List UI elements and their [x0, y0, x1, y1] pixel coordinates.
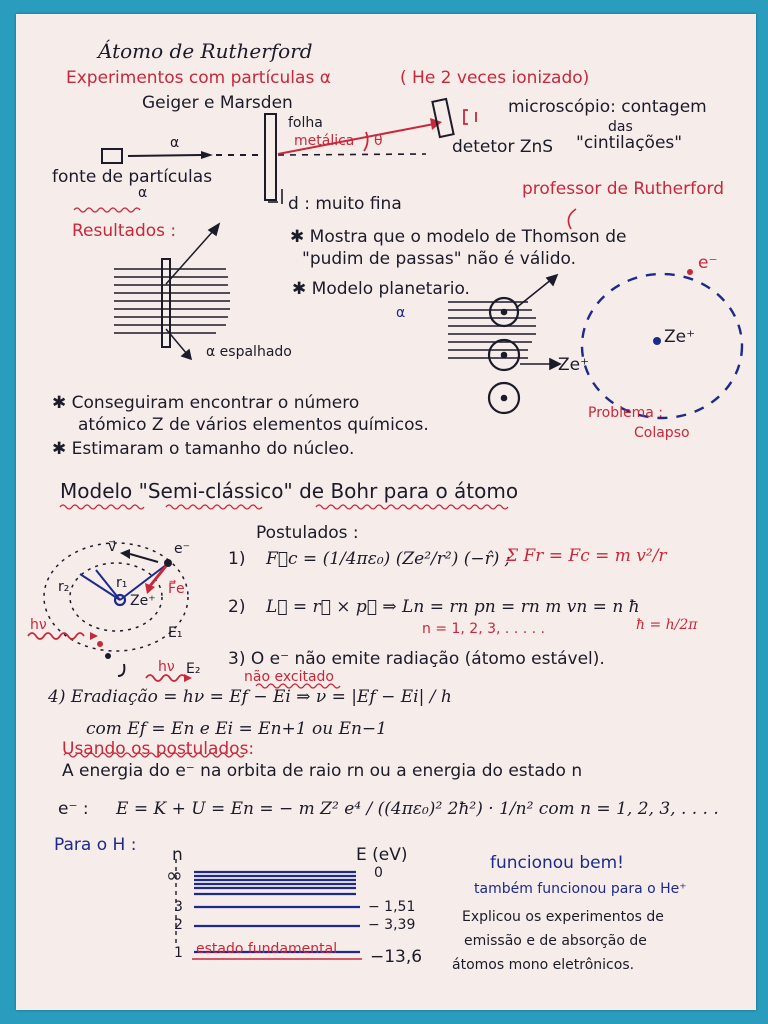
- source-label: fonte de partículas: [52, 167, 213, 187]
- ze-orbit-label: Ze⁺: [664, 327, 696, 347]
- level-3: 3: [174, 899, 183, 915]
- diagram-e1: E₁: [168, 625, 183, 641]
- explained-line3: átomos mono eletrônicos.: [452, 957, 635, 973]
- explained-line1: Explicou os experimentos de: [462, 909, 664, 925]
- bohr-heading: Modelo "Semi-clássico" de Bohr para o átomo: [60, 479, 519, 503]
- problem-label: Problema :: [588, 405, 663, 421]
- alpha-incoming-label: α: [396, 305, 406, 321]
- postulate-4-condition: com Ef = En e Ei = En+1 ou En−1: [86, 719, 387, 739]
- thomson-bullet-line1: ✱ Mostra que o modelo de Thomson de: [290, 227, 627, 247]
- thickness-label: d : muito fina: [288, 194, 402, 214]
- hbar-definition: ħ = h/2π: [636, 617, 698, 633]
- diagram-hv-emitted: hν: [158, 659, 175, 675]
- ground-state-label: estado fundamental: [196, 941, 338, 957]
- microscope-label: microscópio: contagem: [508, 97, 707, 117]
- postulate-2-number: 2): [228, 597, 246, 617]
- explained-line2: emissão e de absorção de: [464, 933, 647, 949]
- folha-label: folha: [288, 115, 323, 131]
- notebook-page: [16, 14, 756, 1010]
- geiger-marsden: Geiger e Marsden: [142, 93, 293, 113]
- worked-well: funcionou bem!: [490, 853, 624, 873]
- energy-level-1: −13,6: [370, 947, 423, 967]
- energy-zero: 0: [374, 865, 383, 881]
- alpha-beam-line: [128, 155, 201, 156]
- metalica-label: metálica: [294, 133, 355, 149]
- energy-axis-label: E (eV): [356, 845, 408, 865]
- he-note: ( He 2 veces ionizado): [400, 68, 590, 88]
- hydrogen-heading: Para o H :: [54, 835, 137, 855]
- centripetal-force-eq: Σ Fr = Fc = m v²/r: [506, 546, 667, 566]
- diagram-r2: r₂: [58, 579, 70, 595]
- experiments-heading: Experimentos com partículas α: [66, 68, 331, 88]
- theta-label: θ: [374, 133, 383, 149]
- diagram-nucleus: Ze⁺: [130, 593, 156, 609]
- metal-foil-sketch: [265, 114, 276, 200]
- ze-nucleus-label: Ze⁺: [558, 355, 590, 375]
- postulate-1-equation: F⃗c = (1/4πε₀) (Ze²/r²) (−r̂) ;: [266, 549, 511, 569]
- zns-detector-sketch: [432, 99, 453, 137]
- results-heading: Resultados :: [72, 221, 177, 241]
- alpha-beam-label: α: [170, 135, 180, 151]
- diagram-force: F⃗e: [168, 581, 185, 597]
- undeflected-path: [278, 154, 426, 155]
- alpha-beam-arrow: [201, 151, 213, 159]
- scattered-label: α espalhado: [206, 344, 292, 360]
- not-excited-note: não excitado: [244, 669, 334, 685]
- nucleus-size-line: ✱ Estimaram o tamanho do núcleo.: [52, 439, 355, 459]
- level-2: 2: [174, 917, 183, 933]
- n-axis-label: n: [172, 845, 183, 865]
- quantum-number-range: n = 1, 2, 3, . . . . .: [422, 621, 545, 637]
- postulate-4: 4) Eradiação = hν = Ef − Ei ⇒ ν = |Ef − Ei| / h: [48, 687, 452, 707]
- energy-level-2: − 3,39: [368, 917, 416, 933]
- scattering-sketch: [114, 224, 230, 359]
- energy-equation: E = K + U = En = − m Z² e⁴ / ((4πε₀)² 2ħ²) · 1/n² com n = 1, 2, 3, . . . .: [116, 799, 719, 819]
- cintilacoes-label: "cintilações": [576, 133, 683, 153]
- diagram-e2: E₂: [186, 661, 201, 677]
- microscope-sketch: [464, 110, 476, 124]
- professor-pointer: [568, 209, 576, 229]
- page-title: Átomo de Rutherford: [98, 39, 313, 63]
- detector-label: detetor ZnS: [452, 137, 554, 157]
- alpha-under-source: α: [138, 185, 148, 201]
- atomic-number-line1: ✱ Conseguiram encontrar o número: [52, 393, 360, 413]
- helium-ion-note: também funcionou para o He⁺: [474, 881, 687, 897]
- energy-statement: A energia do e⁻ na orbita de raio rn ou a energia do estado n: [62, 761, 583, 781]
- diagram-r1: r₁: [116, 575, 128, 591]
- postulate-3: 3) O e⁻ não emite radiação (átomo estável).: [228, 649, 605, 669]
- diagram-hv-absorbed: hν: [30, 617, 47, 633]
- postulate-1-number: 1): [228, 549, 246, 569]
- level-infinity: ∞: [166, 863, 183, 887]
- orbit-dashed: [582, 274, 742, 418]
- level-1: 1: [174, 945, 183, 961]
- energy-eq-label: e⁻ :: [58, 799, 89, 819]
- energy-level-diagram: [176, 859, 360, 952]
- electron-label: e⁻: [698, 253, 718, 273]
- professor-label: professor de Rutherford: [522, 179, 724, 199]
- diagram-electron: e⁻: [174, 541, 191, 557]
- energy-level-3: − 1,51: [368, 899, 416, 915]
- planetary-bullet: ✱ Modelo planetario.: [292, 279, 470, 299]
- postulate-2-equation: L⃗ = r⃗ × p⃗ ⇒ Ln = rn pn = rn m vn = n ħ: [266, 597, 640, 617]
- das-label: das: [608, 119, 633, 135]
- postulates-heading: Postulados :: [256, 523, 359, 543]
- nucleus-dot: [653, 337, 661, 345]
- using-postulates-heading: Usando os postulados:: [62, 739, 255, 759]
- thomson-bullet-line2: "pudim de passas" não é válido.: [302, 249, 577, 269]
- atomic-number-line2: atómico Z de vários elementos químicos.: [78, 415, 429, 435]
- theta-arc: [364, 132, 368, 151]
- collapse-label: Colapso: [634, 425, 690, 441]
- alpha-source-sketch: [102, 149, 122, 163]
- diagram-velocity: v⃗: [108, 539, 117, 555]
- electron-dot: [687, 269, 693, 275]
